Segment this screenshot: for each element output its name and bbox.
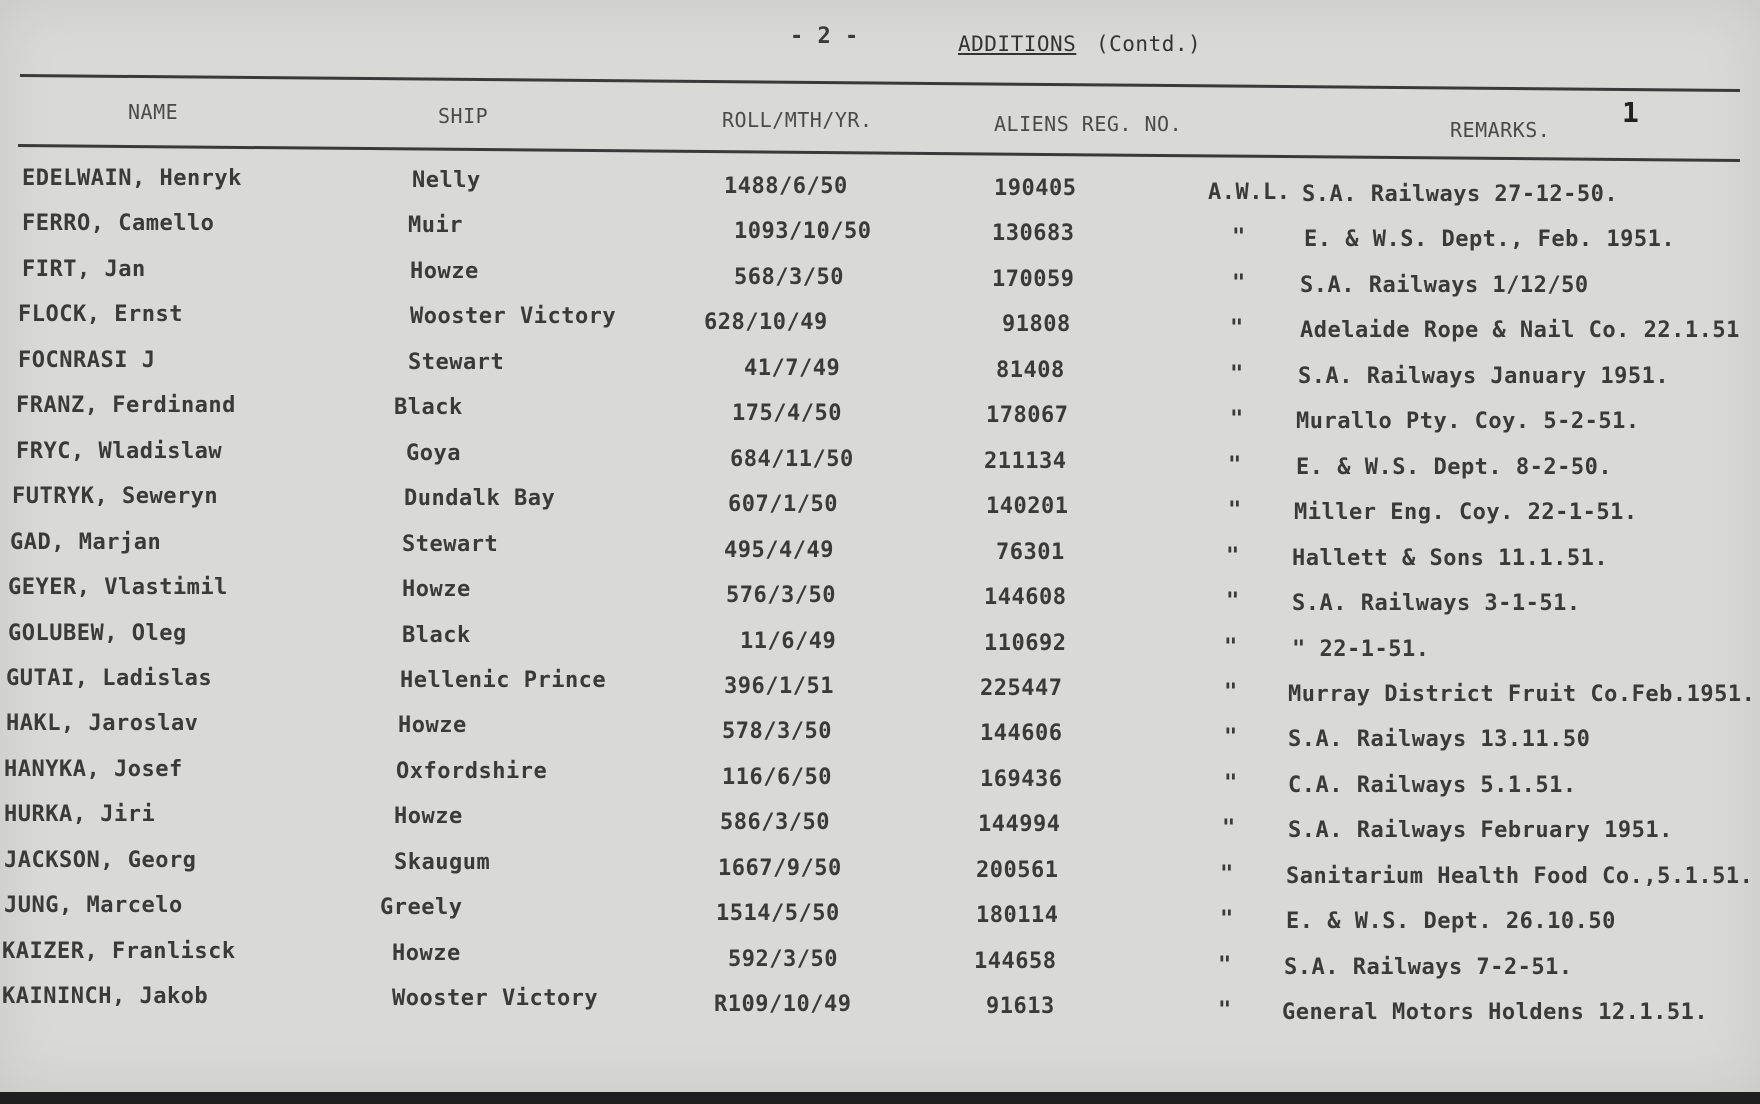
row-status: "	[1226, 543, 1240, 569]
row-reg-number: 180114	[976, 903, 1059, 929]
row-reg-number: 144608	[984, 585, 1067, 611]
row-roll: 11/6/49	[740, 628, 837, 654]
row-remark: C.A. Railways 5.1.51.	[1288, 772, 1577, 798]
row-status: "	[1220, 861, 1234, 887]
row-reg-number: 200561	[976, 857, 1059, 883]
row-reg-number: 110692	[984, 630, 1067, 656]
row-reg-number: 169436	[980, 766, 1063, 792]
row-remark: E. & W.S. Dept. 8-2-50.	[1296, 454, 1613, 480]
row-ship: Hellenic Prince	[400, 667, 607, 693]
row-name: GOLUBEW, Oleg	[8, 620, 187, 646]
row-reg-number: 190405	[994, 176, 1077, 201]
row-roll: 628/10/49	[704, 310, 828, 336]
row-name: HAKL, Jaroslav	[6, 711, 199, 737]
row-name: GEYER, Vlastimil	[8, 575, 228, 601]
row-name: HURKA, Jiri	[4, 802, 156, 828]
row-status: "	[1224, 679, 1238, 705]
row-name: FOCNRASI J	[18, 347, 156, 373]
row-ship: Skaugum	[394, 849, 491, 875]
row-status: "	[1230, 316, 1244, 342]
row-name: HANYKA, Josef	[4, 756, 183, 782]
row-remark: S.A. Railways 7-2-51.	[1284, 954, 1573, 980]
row-reg-number: 178067	[986, 403, 1069, 429]
row-name: FLOCK, Ernst	[18, 302, 183, 328]
row-roll: 586/3/50	[720, 810, 830, 836]
row-name: GAD, Marjan	[10, 529, 162, 555]
row-remark: S.A. Railways 27-12-50.	[1302, 182, 1619, 207]
row-ship: Black	[402, 622, 471, 648]
row-status: "	[1232, 225, 1246, 251]
row-reg-number: 144994	[978, 812, 1061, 838]
row-name: FRANZ, Ferdinand	[16, 393, 236, 419]
row-reg-number: 144658	[974, 948, 1057, 974]
row-reg-number: 91613	[986, 994, 1055, 1020]
row-roll: 1514/5/50	[716, 901, 840, 927]
row-status: "	[1222, 816, 1236, 842]
row-ship: Black	[394, 395, 463, 421]
page-title-suffix: (Contd.)	[1096, 32, 1202, 56]
row-reg-number: 211134	[984, 448, 1067, 474]
row-remark: Murallo Pty. Coy. 5-2-51.	[1296, 409, 1640, 435]
row-ship: Oxfordshire	[396, 758, 548, 784]
column-header-roll: ROLL/MTH/YR.	[722, 108, 873, 132]
row-name: FIRT, Jan	[22, 256, 146, 282]
scan-edge	[0, 1092, 1760, 1104]
page-title: ADDITIONS	[958, 32, 1077, 56]
row-ship: Greely	[380, 895, 463, 921]
row-roll: 592/3/50	[728, 946, 838, 972]
row-remark: Adelaide Rope & Nail Co. 22.1.51	[1300, 318, 1740, 344]
row-ship: Wooster Victory	[392, 986, 599, 1012]
row-status: "	[1224, 725, 1238, 751]
row-roll: 1488/6/50	[724, 174, 848, 199]
row-reg-number: 170059	[992, 266, 1075, 292]
row-ship: Muir	[408, 213, 463, 239]
column-header-name: NAME	[128, 100, 179, 124]
row-status: "	[1224, 770, 1238, 796]
row-status: "	[1224, 634, 1238, 660]
row-roll: 1093/10/50	[734, 219, 872, 245]
column-header-aliens-reg: ALIENS REG. NO.	[994, 112, 1183, 136]
header-rule	[18, 144, 1740, 162]
row-ship: Stewart	[408, 349, 505, 375]
row-ship: Dundalk Bay	[404, 486, 556, 512]
row-name: GUTAI, Ladislas	[6, 665, 213, 691]
row-name: JUNG, Marcelo	[4, 893, 183, 919]
row-remark: Murray District Fruit Co.Feb.1951.	[1288, 681, 1756, 707]
row-status: "	[1230, 361, 1244, 387]
row-reg-number: 91808	[1002, 312, 1071, 338]
row-reg-number: 76301	[996, 539, 1065, 565]
row-roll: 175/4/50	[732, 401, 842, 427]
row-roll: R109/10/49	[714, 992, 852, 1018]
row-status: "	[1230, 407, 1244, 433]
row-remark: E. & W.S. Dept., Feb. 1951.	[1304, 227, 1676, 253]
row-roll: 41/7/49	[744, 355, 841, 381]
row-remark: S.A. Railways February 1951.	[1288, 818, 1673, 844]
row-name: JACKSON, Georg	[4, 847, 197, 873]
row-ship: Nelly	[412, 168, 481, 193]
row-remark: S.A. Railways 1/12/50	[1300, 272, 1589, 298]
row-ship: Wooster Victory	[410, 304, 617, 330]
column-header-remarks: REMARKS.	[1450, 118, 1551, 142]
row-remark: General Motors Holdens 12.1.51.	[1282, 1000, 1709, 1026]
row-status: "	[1228, 452, 1242, 478]
row-roll: 568/3/50	[734, 264, 844, 290]
row-remark: S.A. Railways 13.11.50	[1288, 727, 1591, 753]
row-roll: 684/11/50	[730, 446, 854, 472]
row-remark: Miller Eng. Coy. 22-1-51.	[1294, 500, 1638, 526]
row-status: "	[1232, 270, 1246, 296]
row-roll: 116/6/50	[722, 764, 832, 790]
row-roll: 576/3/50	[726, 583, 836, 609]
row-ship: Howze	[410, 258, 479, 284]
row-ship: Howze	[398, 713, 467, 739]
row-ship: Howze	[402, 577, 471, 603]
row-reg-number: 130683	[992, 221, 1075, 247]
row-ship: Howze	[394, 804, 463, 830]
row-name: FUTRYK, Seweryn	[12, 484, 219, 510]
row-roll: 607/1/50	[728, 492, 838, 518]
row-name: FRYC, Wladislaw	[16, 438, 223, 464]
row-status: "	[1218, 998, 1232, 1024]
row-ship: Stewart	[402, 531, 499, 557]
row-roll: 578/3/50	[722, 719, 832, 745]
row-reg-number: 144606	[980, 721, 1063, 747]
row-roll: 396/1/51	[724, 673, 834, 699]
row-name: KAIZER, Franlisck	[2, 938, 236, 964]
page-number: - 2 -	[790, 24, 859, 49]
row-reg-number: 225447	[980, 675, 1063, 701]
row-remark: " 22-1-51.	[1292, 636, 1430, 662]
row-name: KAININCH, Jakob	[2, 984, 209, 1010]
column-header-ship: SHIP	[438, 104, 489, 128]
row-remark: Hallett & Sons 11.1.51.	[1292, 545, 1609, 571]
row-status: A.W.L.	[1208, 180, 1291, 205]
row-reg-number: 140201	[986, 494, 1069, 520]
top-rule	[20, 74, 1740, 92]
row-status: "	[1226, 589, 1240, 615]
row-roll: 495/4/49	[724, 537, 834, 563]
row-ship: Howze	[392, 940, 461, 966]
corner-mark: 1	[1622, 96, 1639, 129]
row-ship: Goya	[406, 440, 461, 466]
row-remark: S.A. Railways 3-1-51.	[1292, 591, 1581, 617]
row-remark: Sanitarium Health Food Co.,5.1.51.	[1286, 863, 1754, 889]
row-reg-number: 81408	[996, 357, 1065, 383]
row-remark: S.A. Railways January 1951.	[1298, 363, 1670, 389]
row-roll: 1667/9/50	[718, 855, 842, 881]
row-status: "	[1228, 498, 1242, 524]
row-status: "	[1220, 907, 1234, 933]
row-name: FERRO, Camello	[22, 211, 215, 237]
row-remark: E. & W.S. Dept. 26.10.50	[1286, 909, 1616, 935]
row-name: EDELWAIN, Henryk	[22, 166, 242, 191]
row-status: "	[1218, 952, 1232, 978]
